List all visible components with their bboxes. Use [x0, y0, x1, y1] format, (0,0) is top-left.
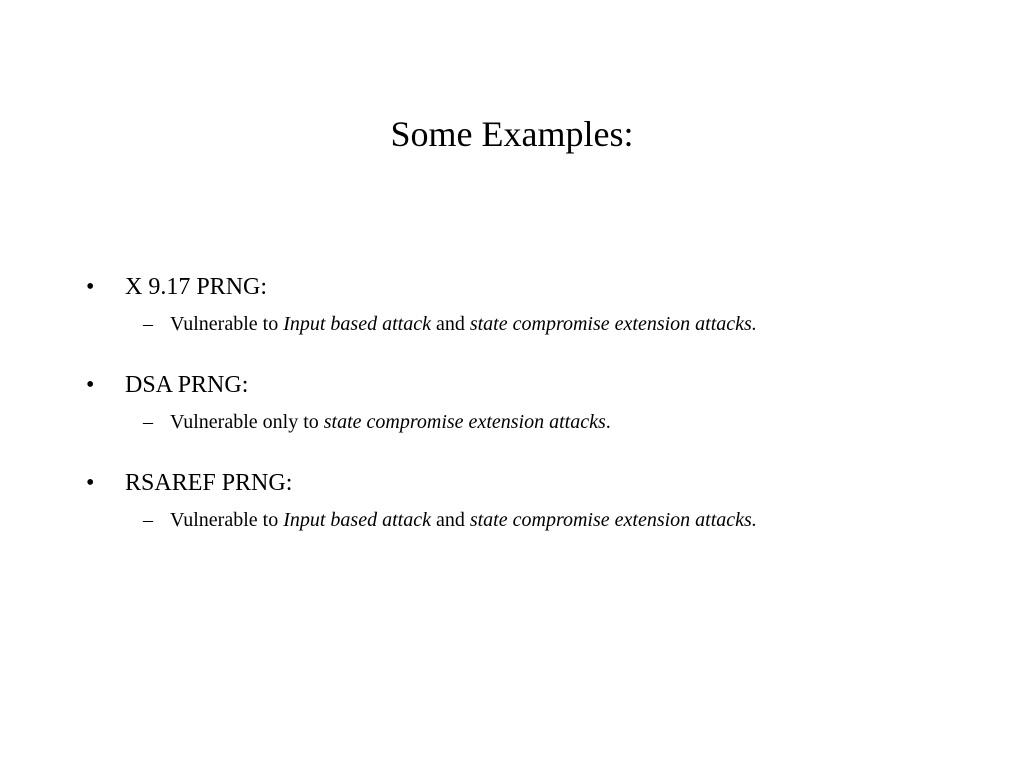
dash-icon: – — [143, 411, 153, 433]
sub-text-plain: Vulnerable to — [170, 509, 284, 531]
sub-bullet-line — [0, 406, 1024, 438]
sub-bullet-line — [0, 504, 1024, 536]
sub-bullet-text — [170, 504, 757, 536]
sub-text-period: . — [751, 509, 757, 531]
bullet-heading: DSA PRNG: — [125, 372, 249, 398]
sub-text-period: . — [751, 313, 757, 335]
dash-icon: – — [143, 313, 153, 335]
bullet-item-rsaref — [0, 466, 1024, 536]
sub-text-plain: and — [430, 509, 470, 531]
bullet-line — [0, 368, 1024, 402]
sub-bullet-text — [170, 308, 757, 340]
sub-text-italic: Input based attack — [283, 509, 431, 531]
sub-text-plain: Vulnerable to — [170, 313, 284, 335]
bullet-heading: RSAREF PRNG: — [125, 470, 293, 496]
sub-text-italic: state compromise extension attacks — [469, 313, 752, 335]
bullet-line — [0, 466, 1024, 500]
bullet-heading: X 9.17 PRNG: — [125, 274, 268, 300]
sub-bullet-text — [170, 406, 611, 438]
sub-text-italic: Input based attack — [283, 313, 431, 335]
sub-text-plain: Vulnerable only to — [170, 411, 324, 433]
sub-bullet-line — [0, 308, 1024, 340]
sub-text-plain: and — [430, 313, 470, 335]
bullet-icon: • — [86, 274, 95, 300]
sub-text-italic: state compromise extension attacks — [323, 411, 606, 433]
bullet-icon: • — [86, 470, 95, 496]
bullet-icon: • — [86, 372, 95, 398]
bullet-item-x917 — [0, 270, 1024, 340]
slide-title: Some Examples: — [390, 114, 634, 154]
bullet-line — [0, 270, 1024, 304]
bullet-list — [0, 270, 1024, 564]
sub-text-period: . — [605, 411, 611, 433]
sub-text-italic: state compromise extension attacks — [469, 509, 752, 531]
dash-icon: – — [143, 509, 153, 531]
bullet-item-dsa — [0, 368, 1024, 438]
